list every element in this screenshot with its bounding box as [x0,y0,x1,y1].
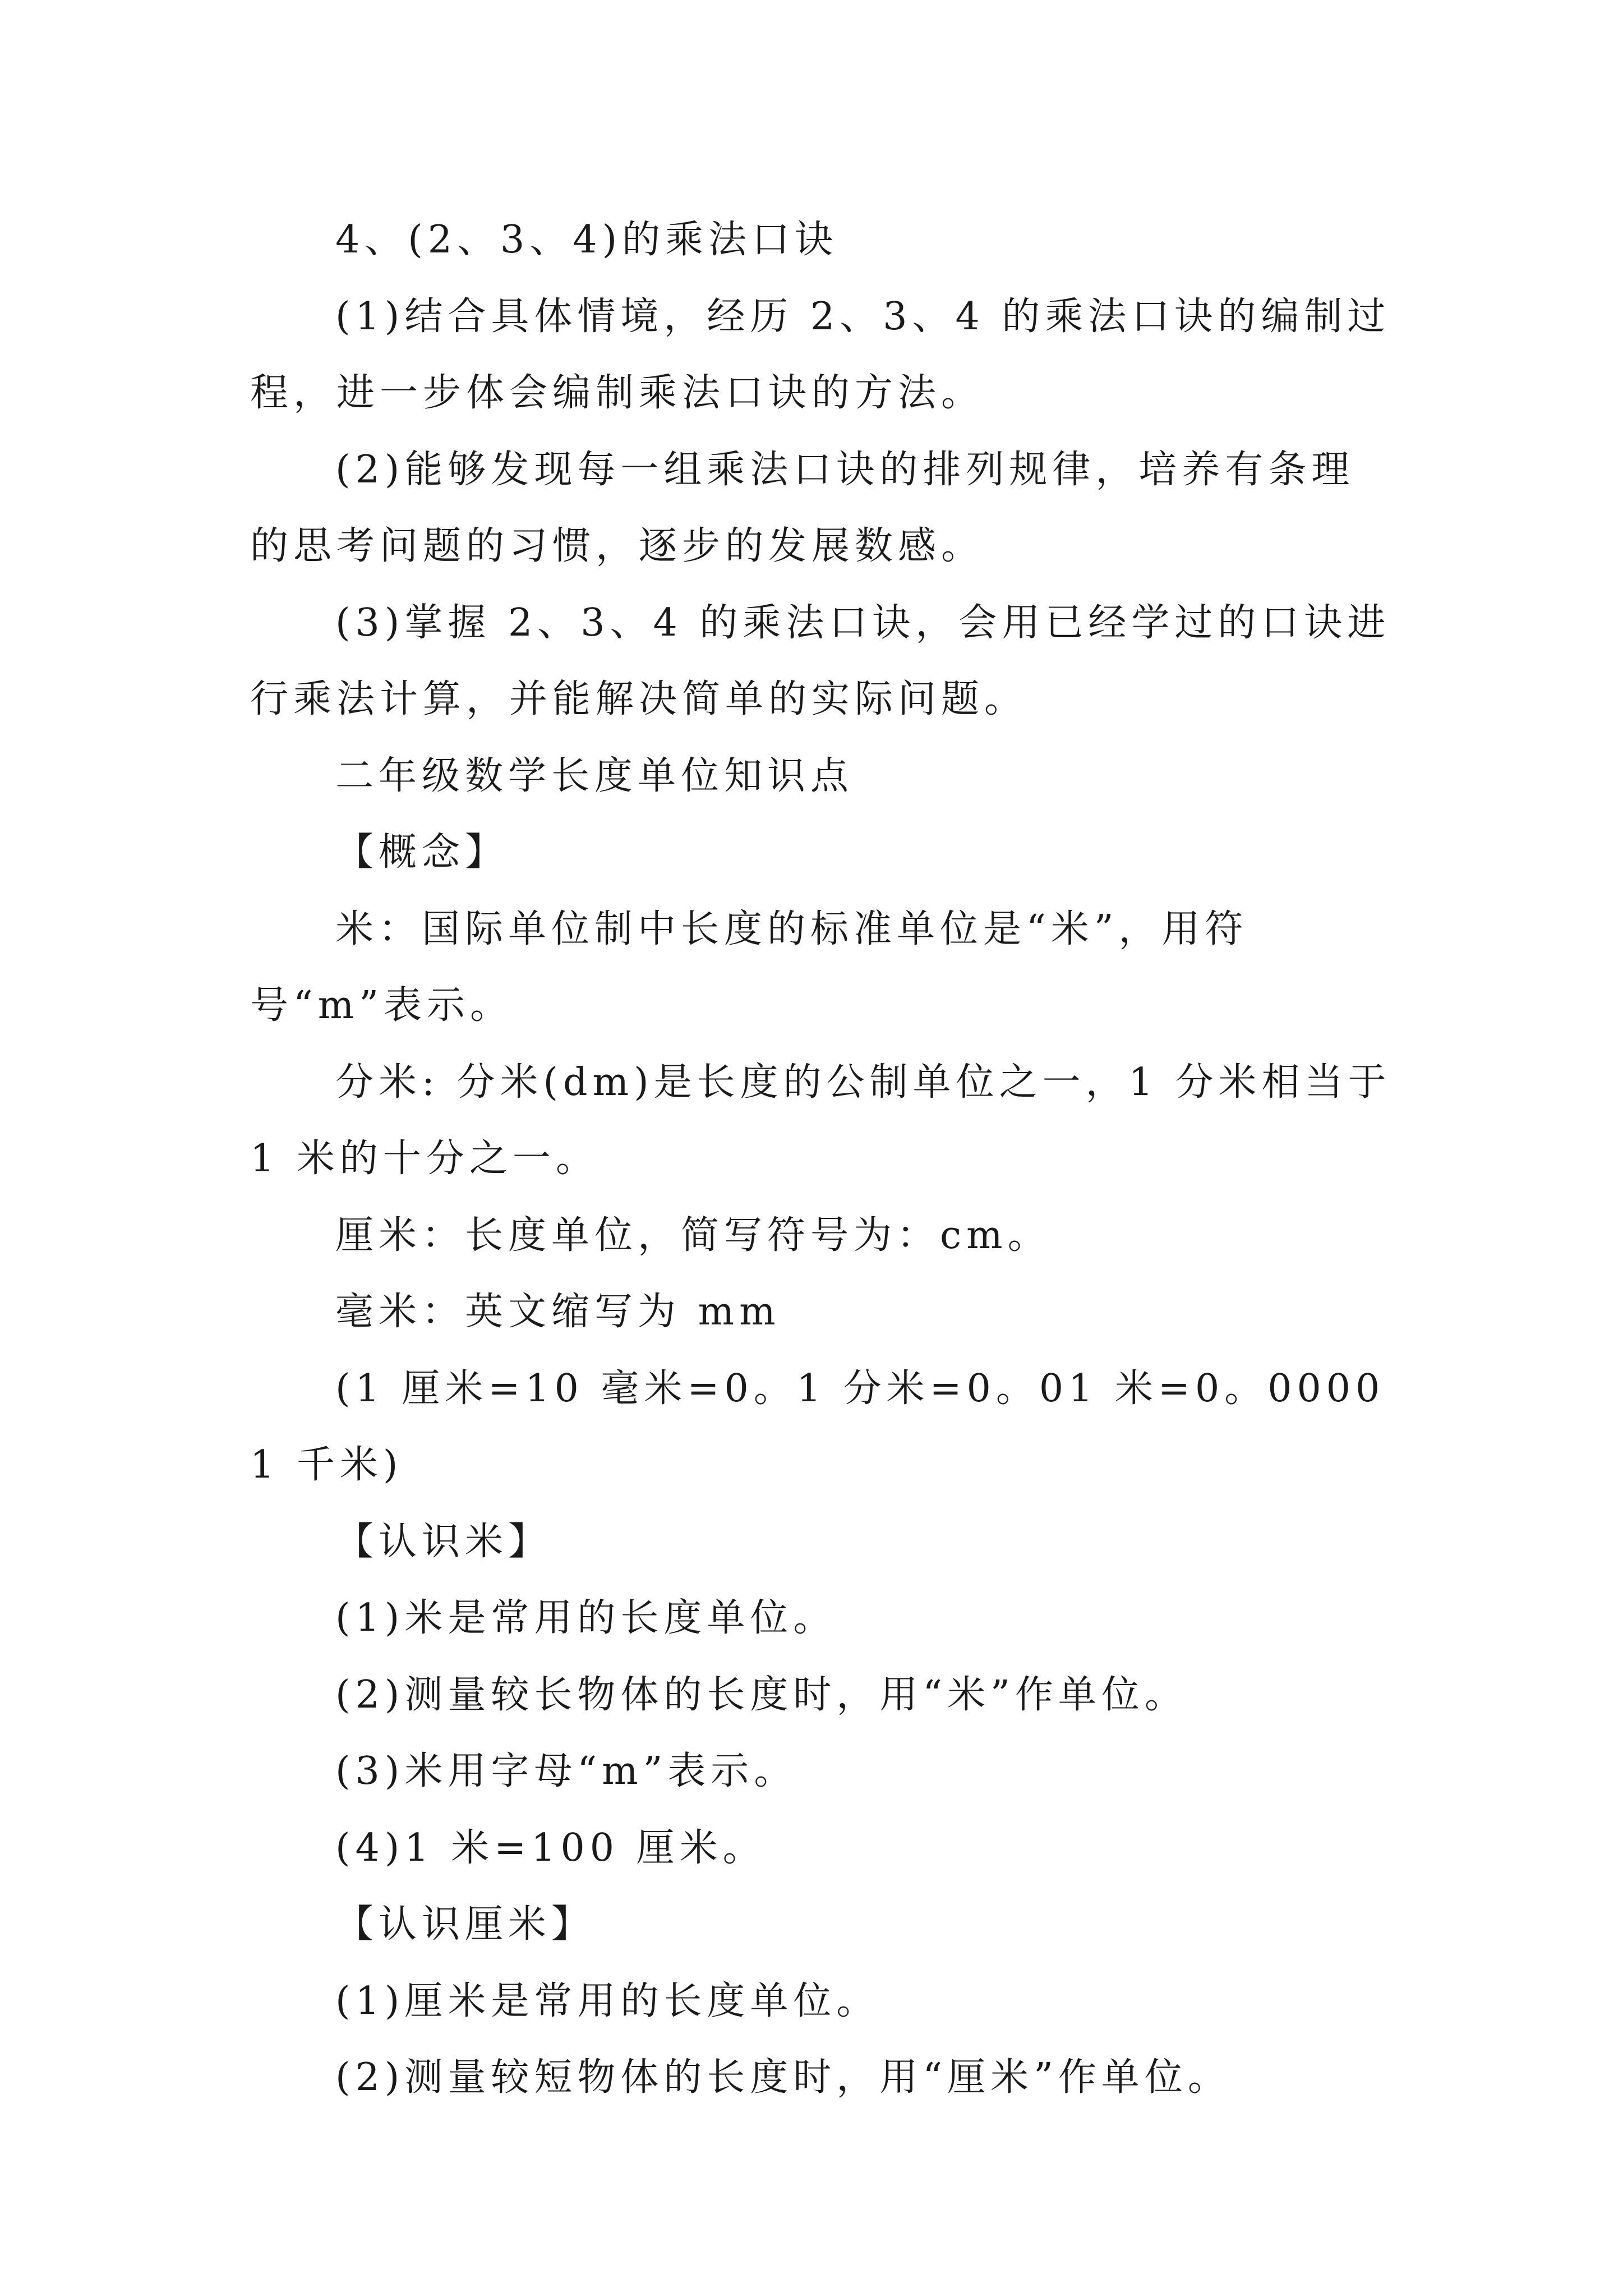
list-item-centimeter-2: (2)测量较短物体的长度时，用“厘米”作单位。 [335,2055,1231,2100]
subheading-know-centimeter: 【认识厘米】 [335,1902,595,1947]
paragraph-millimeter-definition: 毫米：英文缩写为 mm [335,1290,781,1334]
paragraph-goal-1: (1)结合具体情境，经历 2、3、4 的乘法口诀的编制过程，进一步体会编制乘法口诀的方法。 [250,294,1391,415]
paragraph-goal-3: (3)掌握 2、3、4 的乘法口诀，会用已经学过的口诀进行乘法计算，并能解决简单的实际问题。 [250,600,1391,721]
subheading-know-meter: 【认识米】 [335,1519,552,1564]
section-heading-length-units: 二年级数学长度单位知识点 [335,753,854,798]
paragraph-goal-2: (2)能够发现每一组乘法口诀的排列规律，培养有条理的思考问题的习惯，逐步的发展数感。 [250,447,1355,568]
paragraph-meter-definition: 米：国际单位制中长度的标准单位是“米”，用符号“m”表示。 [250,907,1248,1028]
section-heading-multiplication: 4、(2、3、4)的乘法口诀 [335,218,838,262]
subheading-concept: 【概念】 [335,830,509,875]
list-item-meter-2: (2)测量较长物体的长度时，用“米”作单位。 [335,1672,1188,1717]
paragraph-unit-conversion: (1 厘米=10 毫米=0。1 分米=0。01 米=0。00001 千米) [250,1366,1385,1487]
paragraph-decimeter-definition: 分米: 分米(dm)是长度的公制单位之一，1 分米相当于 1 米的十分之一。 [250,1060,1391,1181]
list-item-meter-3: (3)米用字母“m”表示。 [335,1749,797,1793]
paragraph-centimeter-definition: 厘米：长度单位，简写符号为：cm。 [335,1213,1051,1258]
list-item-meter-4: (4)1 米=100 厘米。 [335,1825,766,1870]
list-item-centimeter-1: (1)厘米是常用的长度单位。 [335,1978,880,2023]
list-item-meter-1: (1)米是常用的长度单位。 [335,1596,837,1640]
document-body [250,202,1394,2116]
